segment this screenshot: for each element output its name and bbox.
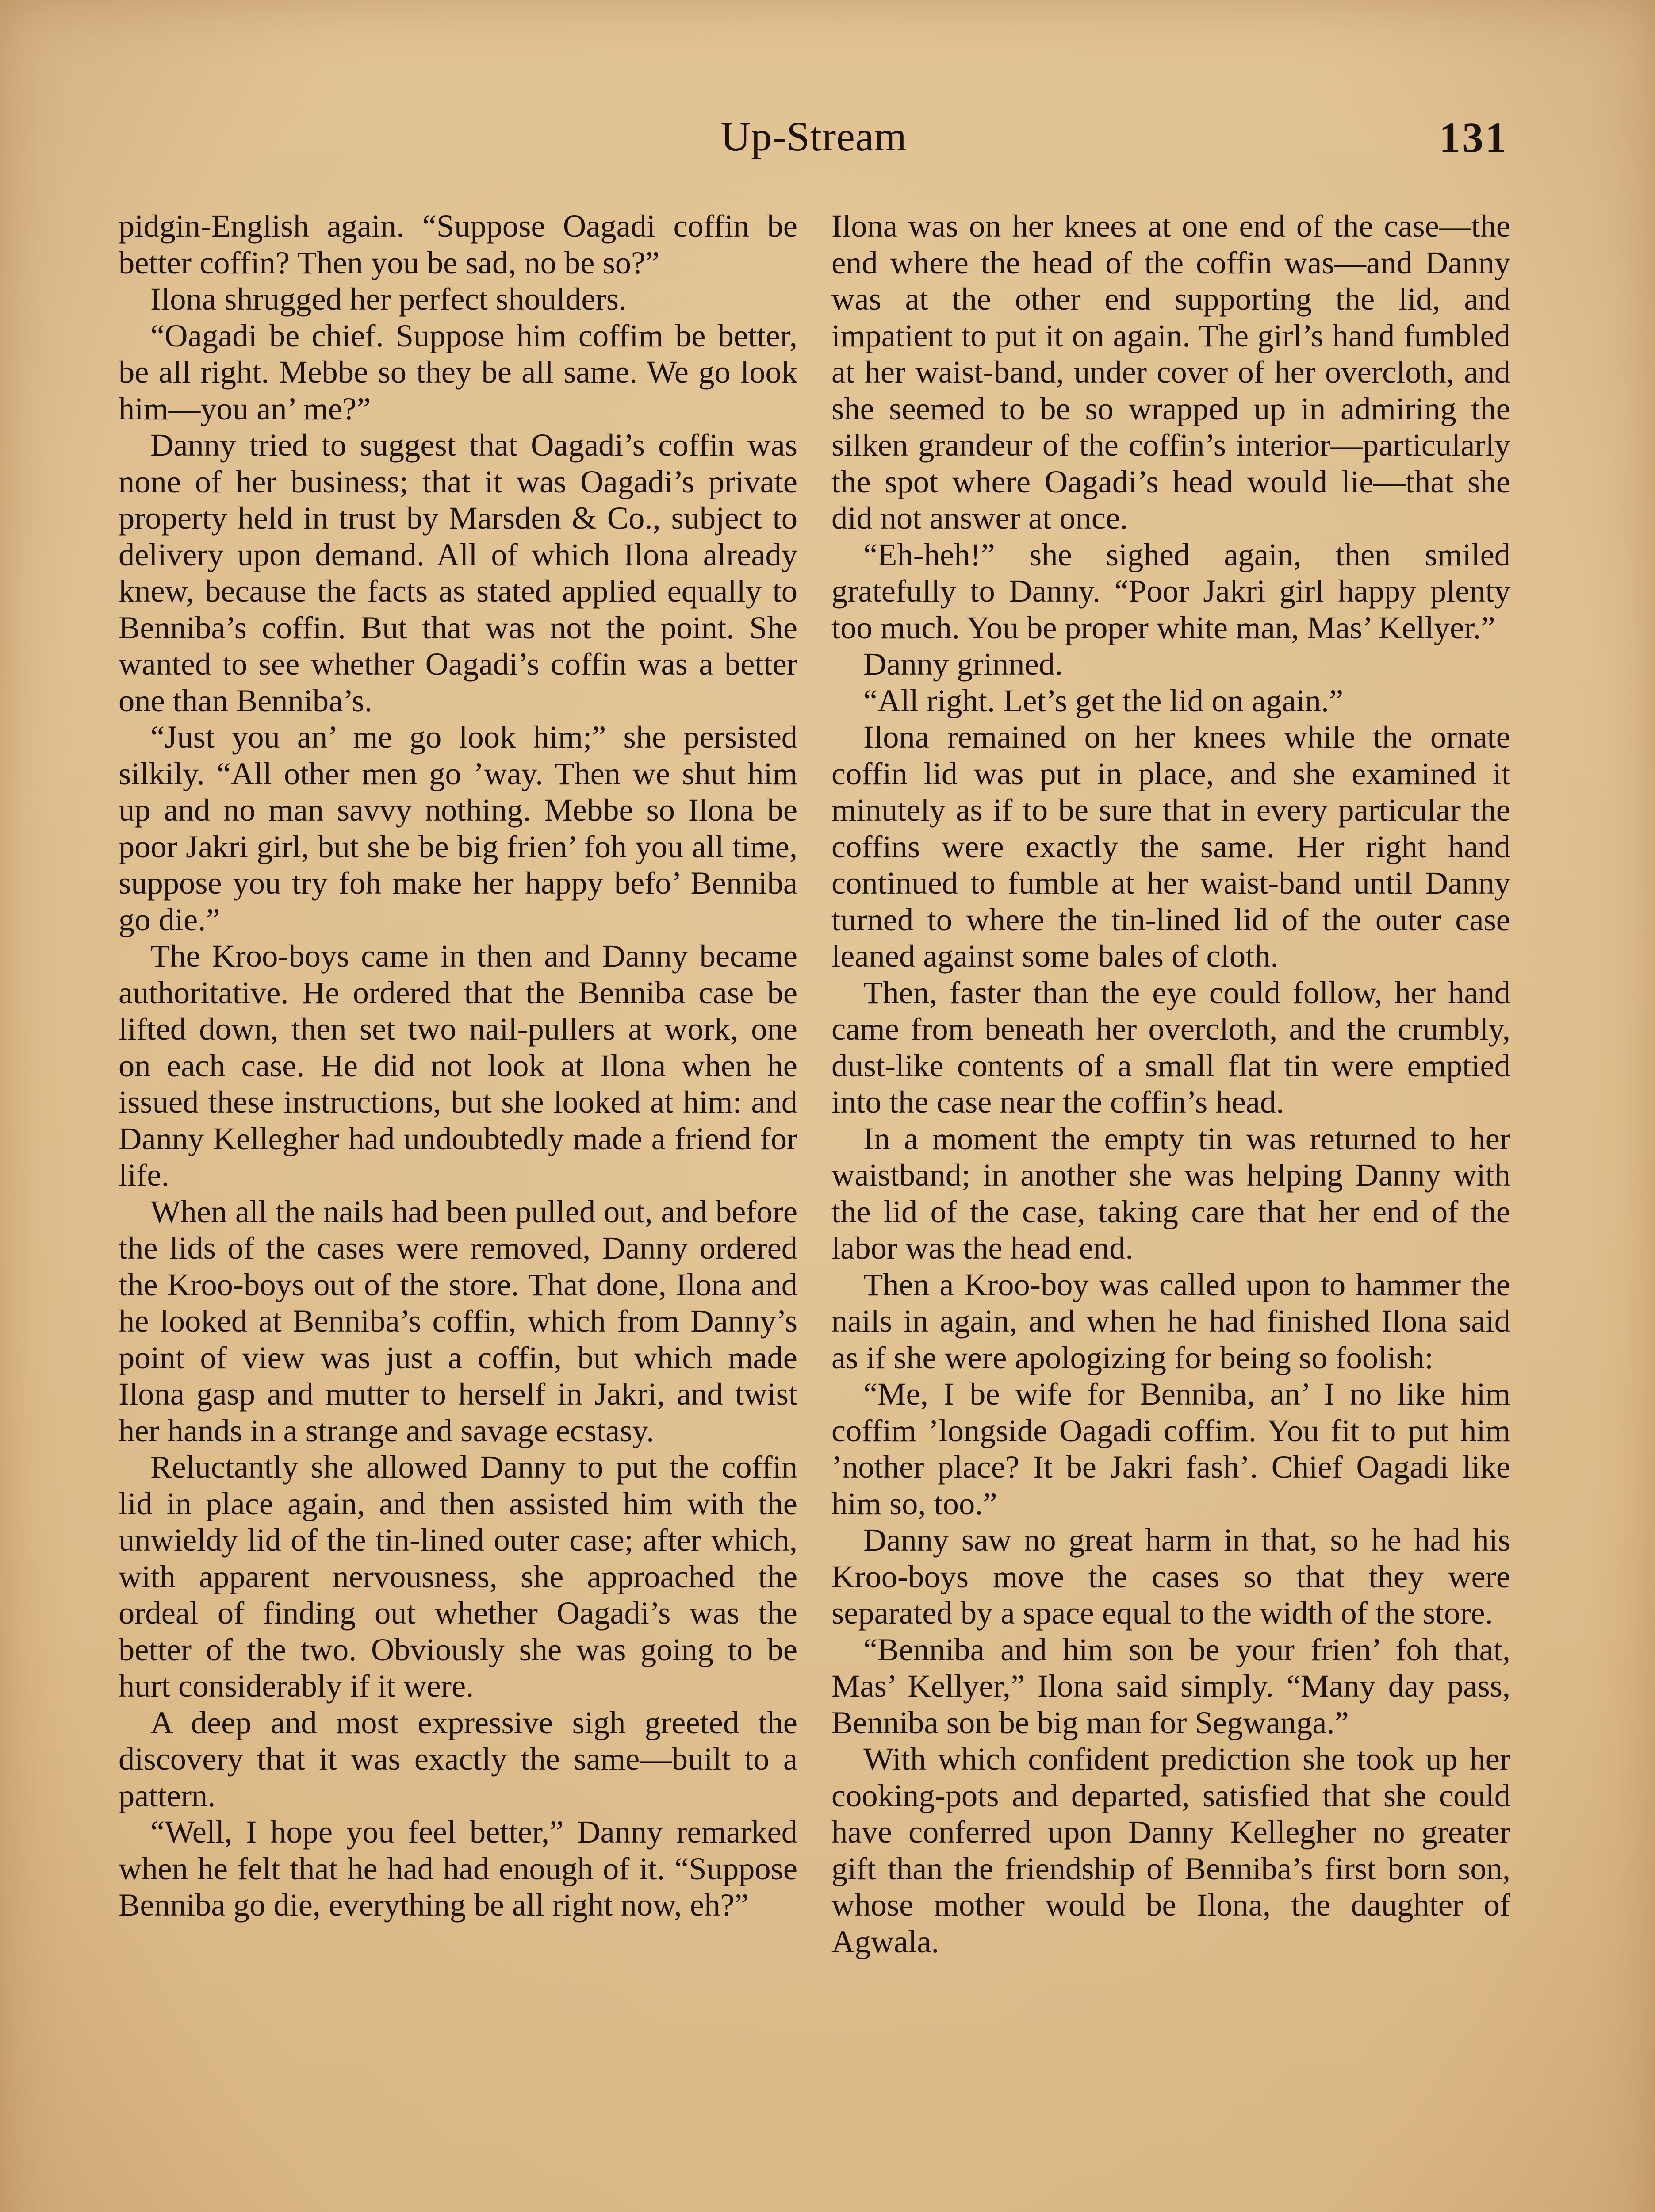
running-title: Up-Stream <box>720 114 907 160</box>
paragraph: When all the nails had been pulled out, and before the lids of the cases were removed, Danny ordered the Kroo-boys out of the store. That done, Ilona and he looked at Benniba’s coffin, which from Danny’s point of view was just a coffin, but which made Ilona gasp and mutter to herself in Jakri, and twist her hands in a strange and savage ecstasy. <box>119 1193 797 1448</box>
paragraph: Reluctantly she allowed Danny to put the coffin lid in place again, and then assisted him with the unwieldy lid of the tin-lined outer case; after which, with apparent nervousness, she approached the ordeal of finding out whether Oagadi’s was the better of the two. Obviously she was going to be hurt considerably if it were. <box>119 1449 797 1704</box>
paragraph: Danny grinned. <box>863 646 1063 682</box>
paragraph: With which confident prediction she took up her cooking-pots and departed, satisfied that she could have conferred upon Danny Kellegher no greater gift than the friendship of Benniba’s first born son, whose mother would be Ilona, the daughter of Agwala. <box>831 1741 1510 1959</box>
left-text-column <box>119 208 797 1924</box>
paragraph: Then a Kroo-boy was called upon to hammer the nails in again, and when he had finished Ilona said as if she were apologizing for being so foolish: <box>831 1266 1510 1375</box>
paragraph: In a moment the empty tin was returned to her waistband; in another she was helping Danny with the lid of the case, taking care that her end of the labor was the head end. <box>831 1120 1510 1266</box>
running-header <box>119 113 1508 170</box>
paragraph: Danny saw no great harm in that, so he had his Kroo-boys move the cases so that they were separated by a space equal to the width of the store. <box>831 1522 1510 1631</box>
paragraph: Danny tried to suggest that Oagadi’s coffin was none of her business; that it was Oagadi’s private property held in trust by Marsden & Co., subject to delivery upon demand. All of which Ilona already knew, because the facts as stated applied equally to Benniba’s coffin. But that was not the point. She wanted to see whether Oagadi’s coffin was a better one than Benniba’s. <box>119 427 797 718</box>
paragraph: “Well, I hope you feel better,” Danny remarked when he felt that he had had enough of it. “Suppose Benniba go die, everything be all right now, eh?” <box>119 1814 797 1923</box>
paragraph: “Me, I be wife for Benniba, an’ I no like him coffim ’longside Oagadi coffim. You fit to put him ’nother place? It be Jakri fash’. Chief Oagadi like him so, too.” <box>831 1376 1510 1521</box>
right-text-column <box>831 208 1510 1960</box>
paragraph: “Eh-heh!” she sighed again, then smiled gratefully to Danny. “Poor Jakri girl happy plenty too much. You be proper white man, Mas’ Kellyer.” <box>831 536 1510 645</box>
paragraph: Then, faster than the eye could follow, her hand came from beneath her overcloth, and the crumbly, dust-like contents of a small flat tin were emptied into the case near the coffin’s head. <box>831 974 1510 1120</box>
paragraph: A deep and most expressive sigh greeted the discovery that it was exactly the same—built to a pattern. <box>119 1704 797 1813</box>
paragraph: “Just you an’ me go look him;” she persisted silkily. “All other men go ’way. Then we shut him up and no man savvy nothing. Mebbe so Ilona be poor Jakri girl, but she be big frien’ foh you all time, suppose you try foh make her happy befo’ Benniba go die.” <box>119 719 797 937</box>
paragraph: Ilona shrugged her perfect shoulders. <box>150 281 627 317</box>
paragraph: “All right. Let’s get the lid on again.” <box>863 682 1344 718</box>
paragraph: Ilona remained on her knees while the ornate coffin lid was put in place, and she examined it minutely as if to be sure that in every particular the coffins were exactly the same. Her right hand continued to fumble at her waist-band until Danny turned to where the tin-lined lid of the outer case leaned against some bales of cloth. <box>831 719 1510 974</box>
paragraph: “Benniba and him son be your frien’ foh that, Mas’ Kellyer,” Ilona said simply. “Many day pass, Benniba son be big man for Segwanga.” <box>831 1631 1510 1740</box>
paragraph: pidgin-English again. “Suppose Oagadi coffin be better coffin? Then you be sad, no be so?” <box>119 208 797 280</box>
page-number: 131 <box>1439 114 1508 161</box>
paragraph: The Kroo-boys came in then and Danny became authoritative. He ordered that the Benniba case be lifted down, then set two nail-pullers at work, one on each case. He did not look at Ilona when he issued these instructions, but she looked at him: and Danny Kellegher had undoubtedly made a friend for life. <box>119 938 797 1193</box>
paragraph: “Oagadi be chief. Suppose him coffim be better, be all right. Mebbe so they be all same. We go look him—you an’ me?” <box>119 317 797 426</box>
paragraph: Ilona was on her knees at one end of the case—the end where the head of the coffin was—and Danny was at the other end supporting the lid, and impatient to put it on again. The girl’s hand fumbled at her waist-band, under cover of her overcloth, and she seemed to be so wrapped up in admiring the silken grandeur of the coffin’s interior—particularly the spot where Oagadi’s head would lie—that she did not answer at once. <box>831 208 1510 536</box>
